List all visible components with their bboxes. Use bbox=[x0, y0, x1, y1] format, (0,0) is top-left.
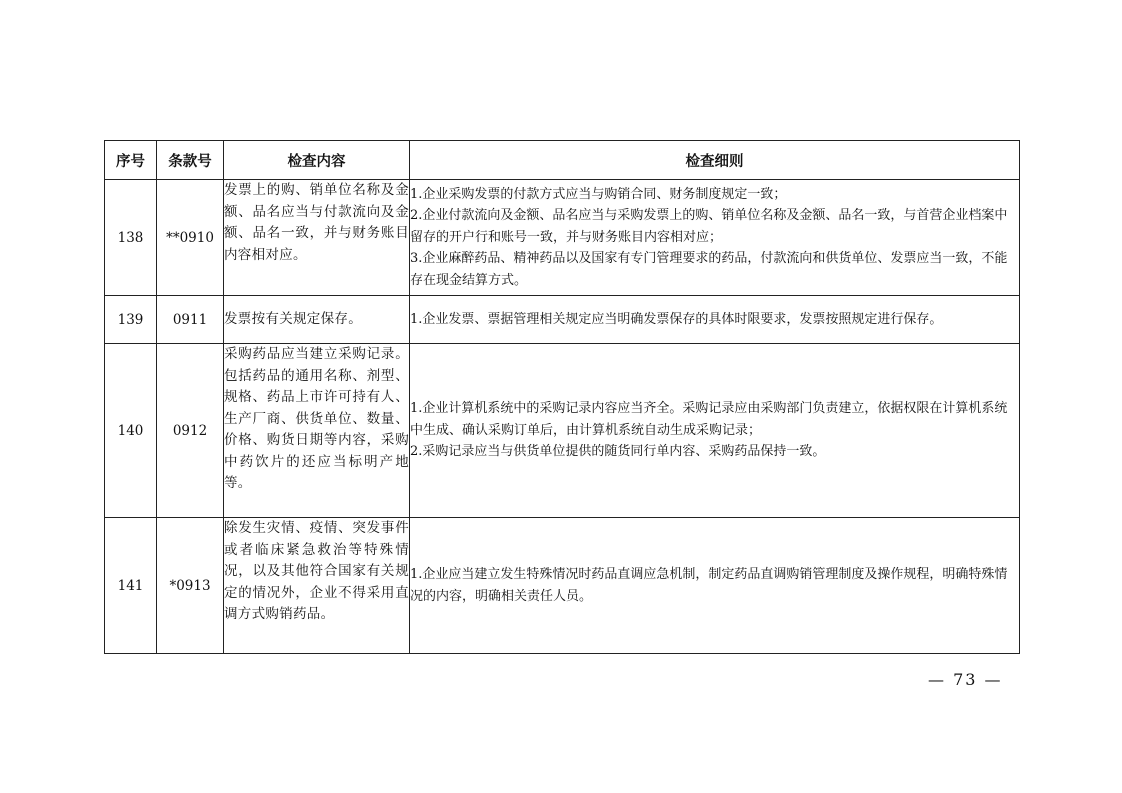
detail-item: 3.企业麻醉药品、精神药品以及国家有专门管理要求的药品，付款流向和供货单位、发票应当一致，不能存在现金结算方式。 bbox=[410, 251, 1008, 288]
row-serial: 138 bbox=[105, 180, 157, 296]
header-clause: 条款号 bbox=[157, 141, 224, 180]
row-content: 采购药品应当建立采购记录。包括药品的通用名称、剂型、规格、药品上市许可持有人、生产厂商、供货单位、数量、价格、购货日期等内容，采购中药饮片的还应当标明产地等。 bbox=[224, 344, 410, 518]
row-clause-code: *0913 bbox=[157, 518, 224, 654]
detail-item: 1.企业采购发票的付款方式应当与购销合同、财务制度规定一致； bbox=[410, 186, 787, 202]
page-number: — 73 — bbox=[928, 670, 1003, 689]
header-content: 检查内容 bbox=[224, 141, 410, 180]
detail-item: 1.企业计算机系统中的采购记录内容应当齐全。采购记录应由采购部门负责建立，依据权限在计算机系统中生成、确认采购订单后，由计算机系统自动生成采购记录； bbox=[410, 401, 1008, 438]
header-detail: 检查细则 bbox=[410, 141, 1020, 180]
header-serial: 序号 bbox=[105, 141, 157, 180]
row-serial: 141 bbox=[105, 518, 157, 654]
row-detail bbox=[410, 518, 1020, 654]
row-clause-code: 0911 bbox=[157, 296, 224, 344]
inspection-table bbox=[104, 140, 1020, 654]
row-detail bbox=[410, 180, 1020, 296]
table-row bbox=[105, 518, 1020, 654]
table-row bbox=[105, 344, 1020, 518]
row-detail bbox=[410, 344, 1020, 518]
detail-item: 1.企业发票、票据管理相关规定应当明确发票保存的具体时限要求，发票按照规定进行保存。 bbox=[410, 311, 943, 327]
row-serial: 139 bbox=[105, 296, 157, 344]
table-row bbox=[105, 180, 1020, 296]
row-content: 发票上的购、销单位名称及金额、品名应当与付款流向及金额、品名一致，并与财务账目内容相对应。 bbox=[224, 180, 410, 296]
detail-item: 2.企业付款流向及金额、品名应当与采购发票上的购、销单位名称及金额、品名一致，与首营企业档案中留存的开户行和账号一致，并与财务账目内容相对应； bbox=[410, 208, 1008, 245]
row-content: 发票按有关规定保存。 bbox=[224, 296, 410, 344]
detail-item: 2.采购记录应当与供货单位提供的随货同行单内容、采购药品保持一致。 bbox=[410, 444, 826, 460]
row-serial: 140 bbox=[105, 344, 157, 518]
row-clause-code: **0910 bbox=[157, 180, 224, 296]
row-content: 除发生灾情、疫情、突发事件或者临床紧急救治等特殊情况，以及其他符合国家有关规定的情况外，企业不得采用直调方式购销药品。 bbox=[224, 518, 410, 654]
table-header-row bbox=[105, 141, 1020, 180]
row-clause-code: 0912 bbox=[157, 344, 224, 518]
detail-item: 1.企业应当建立发生特殊情况时药品直调应急机制，制定药品直调购销管理制度及操作规程，明确特殊情况的内容，明确相关责任人员。 bbox=[410, 567, 1008, 604]
row-detail bbox=[410, 296, 1020, 344]
table-row bbox=[105, 296, 1020, 344]
